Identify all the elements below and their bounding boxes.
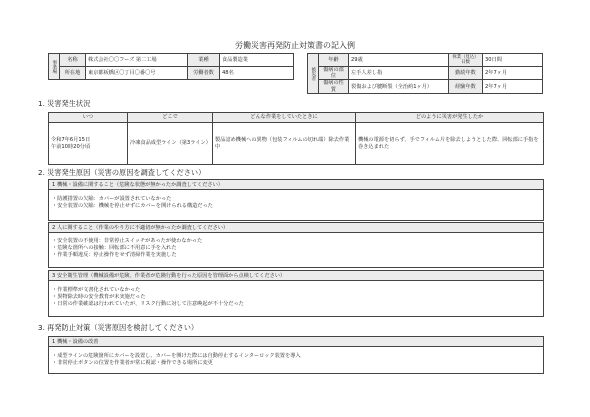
- list-item: ・日常の作業確認は行われていたが、リスク行動に対して注意喚起が不十分だった: [52, 301, 244, 308]
- workers-value: 48名: [220, 67, 294, 80]
- list-item: ・危険な箇所への接触：回転部に不用意に手を入れた: [52, 245, 177, 252]
- industry-label: 業種: [188, 54, 220, 67]
- leave-days-label: 休業（見込）日数: [449, 54, 483, 67]
- cause-management-header: 3 安全衛生管理（機械設備が危険、作業者が危険行動を行った原因を管理面から点検してください）: [49, 271, 543, 281]
- how-value: 機械の電源を切らず、手でフィルム片を除去しようとした際、回転部に手指を巻き込まれた: [356, 123, 544, 165]
- company-group-label: 事業場: [49, 54, 60, 80]
- measure-equipment-header: 1 機械・設備の改善: [49, 337, 543, 347]
- age-label: 年齢: [319, 54, 349, 67]
- list-item: ・作業手順違反：停止操作をせず清掃作業を実施した: [52, 252, 177, 259]
- leave-days-value: 30日間: [483, 54, 543, 67]
- document-title: 労働災害再発防止対策書の記入例: [235, 41, 355, 50]
- injury-site-value: 左手人差し指: [349, 67, 449, 80]
- address-value: 東京都板橋区〇丁目〇番〇号: [86, 67, 188, 80]
- list-item: ・安全装置の不使用：非常停止スイッチがあったが使わなかった: [52, 238, 203, 244]
- work-experience-value: 2年7ヶ月: [483, 80, 543, 93]
- cause-equipment-header: 1 機械・設備に関すること（危険な状態が無かったか調査してください）: [49, 180, 543, 190]
- what-value: 製品詰め機械への異物（包装フィルムの切れ端）除去作業中: [213, 123, 356, 165]
- victim-group-label: 被災者: [308, 54, 319, 94]
- section1-title: 1. 災害発生状況: [38, 99, 91, 108]
- injury-nature-label: 傷病の性質: [319, 80, 349, 93]
- address-label: 所在地: [60, 67, 86, 80]
- cause-box-equipment: [48, 179, 544, 221]
- experience-label: 勤続年数: [449, 67, 483, 80]
- list-item: ・作業標準が文書化されていなかった: [52, 287, 141, 293]
- list-item: ・安全装置の欠陥：機械を停止せずにカバーを開けられる構造だった: [52, 203, 213, 210]
- measure-box-equipment: [48, 336, 544, 374]
- injury-nature-value: 裂傷および腱断裂（全治約1ヶ月）: [349, 80, 449, 93]
- header-how: どのように災害が発生したか: [356, 113, 544, 123]
- company-name-label: 名称: [60, 54, 86, 67]
- work-experience-label: 経験年数: [449, 80, 483, 93]
- list-item: ・成型ラインの危険箇所にカバーを設置し、カバーを開けた際には自動停止するインターロック装置を導入: [52, 353, 301, 359]
- list-item: ・防護措置の欠陥：カバーが設置されていなかった: [52, 196, 172, 202]
- age-value: 29歳: [349, 54, 449, 67]
- when-value: 令和7年6月15日 午前10時20分頃: [49, 123, 128, 165]
- where-value: 冷凍食品成型ライン（第3ライン）: [128, 123, 213, 165]
- list-item: ・異物除去時の安全教育が未実施だった: [52, 294, 146, 301]
- company-table: [48, 53, 294, 80]
- industry-value: 食品製造業: [220, 54, 294, 67]
- list-item: ・非常停止ボタンの位置を作業者が常に視認・操作できる場所に変更: [52, 360, 213, 367]
- experience-value: 2年7ヶ月: [483, 67, 543, 80]
- cause-box-human: [48, 222, 544, 268]
- company-name-value: 株式会社〇〇フーズ 第二工場: [86, 54, 188, 67]
- incident-table: [48, 112, 544, 165]
- header-where: どこで: [128, 113, 213, 123]
- section2-title: 2. 災害発生原因（災害の原因を調査してください）: [38, 168, 206, 177]
- header-when: いつ: [49, 113, 128, 123]
- cause-box-management: [48, 270, 544, 317]
- injury-site-label: 傷病の部位: [319, 67, 349, 80]
- workers-label: 労働者数: [188, 67, 220, 80]
- section3-title: 3. 再発防止対策（災害原因を検討してください）: [38, 323, 199, 332]
- cause-human-header: 2 人に関すること（作業のやり方に不適切が無かったか調査してください）: [49, 223, 543, 233]
- victim-table: [307, 53, 543, 94]
- header-what: どんな作業をしていたときに: [213, 113, 356, 123]
